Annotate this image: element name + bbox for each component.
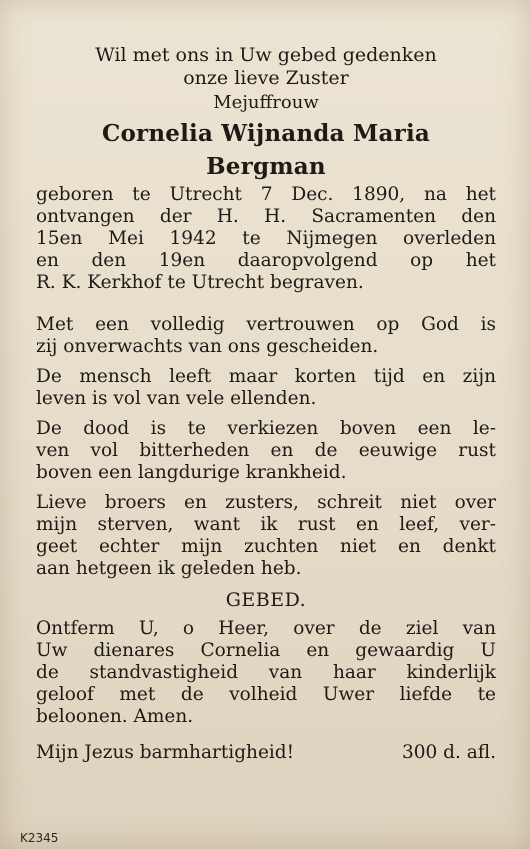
card-footer [36, 742, 496, 764]
verse-line: De mensch leeft maar korten tijd en zijn [36, 366, 496, 387]
verse-4 [36, 492, 496, 580]
prayer-line: geloof met de volheid Uwer liefde te [36, 684, 496, 705]
prayer-heading: GEBED. [225, 589, 307, 611]
print-code: K2345 [20, 831, 59, 845]
verse-line: aan hetgeen ik geleden heb. [36, 558, 302, 579]
verse-2 [36, 366, 496, 410]
biography-line: 15en Mei 1942 te Nijmegen overleden [36, 228, 496, 249]
verse-line: De dood is te verkiezen boven een le- [36, 418, 496, 439]
card-content [36, 44, 496, 764]
verse-1 [36, 314, 496, 358]
verse-line: mijn sterven, want ik rust en leef, ver- [36, 514, 496, 535]
prayer-text [36, 618, 496, 728]
biography-line: en den 19en daaropvolgend op het [36, 250, 496, 271]
verse-line: geet echter mijn zuchten niet en denkt [36, 536, 496, 557]
verse-line: Met een volledig vertrouwen op God is [36, 314, 496, 335]
prayer-line: Ontferm U, o Heer, over de ziel van [36, 618, 496, 639]
header-line-2: onze lieve Zuster [183, 67, 349, 89]
invocation: Mijn Jezus barmhartigheid! [36, 742, 295, 763]
deceased-name-line-2: Bergman [206, 153, 326, 180]
verse-3 [36, 418, 496, 484]
biography-line: R. K. Kerkhof te Utrecht begraven. [36, 272, 364, 293]
prayer-line: Uw dienares Cornelia en gewaardig U [36, 640, 496, 661]
deceased-name-line-1: Cornelia Wijnanda Maria [101, 120, 431, 147]
verse-line: Lieve broers en zusters, schreit niet over [36, 492, 496, 513]
biography-line: geboren te Utrecht 7 Dec. 1890, na het [36, 184, 496, 205]
verse-line: boven een langdurige krankheid. [36, 462, 347, 483]
verse-line: leven is vol van vele ellenden. [36, 388, 317, 409]
indulgence-note: 300 d. afl. [401, 742, 496, 763]
honorific: Mejuffrouw [213, 92, 319, 113]
verse-line: zij onverwachts van ons gescheiden. [36, 336, 379, 357]
biography [36, 184, 496, 294]
prayer-line: de standvastigheid van haar kinderlijk [36, 662, 496, 683]
header-line-1: Wil met ons in Uw gebed gedenken [95, 44, 437, 66]
prayer-line: beloonen. Amen. [36, 706, 194, 727]
verse-line: ven vol bitterheden en de eeuwige rust [36, 440, 496, 461]
biography-line: ontvangen der H. H. Sacramenten den [36, 206, 496, 227]
